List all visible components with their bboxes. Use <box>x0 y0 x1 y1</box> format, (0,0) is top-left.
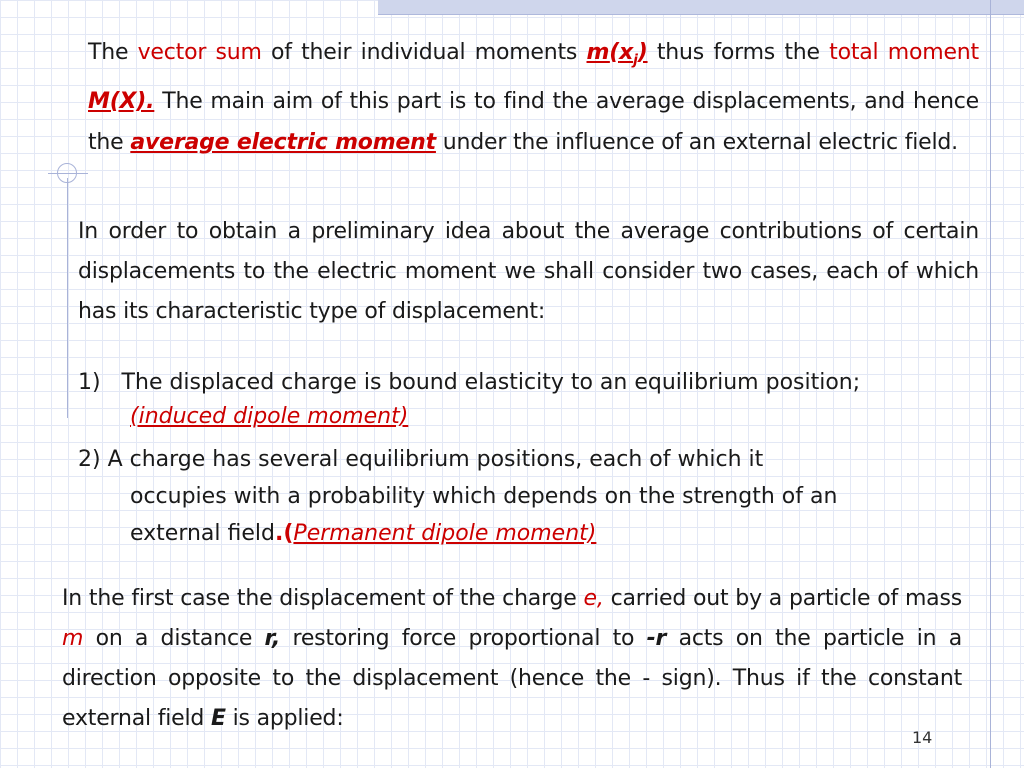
text: is applied: <box>225 706 344 731</box>
term-total-moment: total moment <box>829 40 979 65</box>
text: on a distance <box>83 626 265 651</box>
term-permanent-dipole-moment: Permanent dipole moment) <box>293 521 597 546</box>
page-number: 14 <box>912 728 933 747</box>
symbol-r: r, <box>264 626 281 651</box>
text: The main aim of this part is to find the average displacements, and hence the <box>88 89 979 156</box>
symbol-m: m <box>62 626 84 651</box>
paragraph-preliminary-idea: In order to obtain a preliminary idea about the average contributions of certain displacements to the electric moment we shall consider two cases, each of which has its characteristic type of displacement: <box>78 219 979 324</box>
term-induced-dipole-moment: (induced dipole moment) <box>130 404 409 429</box>
term-M-X: M(X). <box>88 89 155 115</box>
text: The <box>88 40 138 65</box>
top-decorative-band <box>378 0 1024 15</box>
list-item-2-text: occupies with a probability which depends on the strength of an <box>130 484 838 509</box>
text: acts on the particle in a direction opposite to the displacement (hence the - sign). Thus if the constant external field <box>62 626 962 731</box>
list-item-1-text: 1) The displaced charge is bound elasticity to an equilibrium position; <box>78 370 861 395</box>
term-m-xj: $m(x_j)$ <box>586 40 648 69</box>
symbol-E: E <box>210 706 226 731</box>
term-vector-sum: vector sum <box>137 40 262 65</box>
right-decorative-line <box>990 0 991 768</box>
list-item-1 <box>78 366 978 434</box>
symbol-minus-r: -r <box>646 626 667 651</box>
list-item-2 <box>78 441 978 552</box>
text: of their individual moments <box>261 40 587 65</box>
text: restoring force proportional to <box>280 626 647 651</box>
term-average-electric-moment: average electric moment <box>130 130 436 156</box>
text: In the first case the displacement of the charge <box>62 586 584 611</box>
list-item-2-line3: external field.(Permanent dipole moment) <box>130 521 597 546</box>
text: under the influence of an external electric field. <box>435 130 958 156</box>
text: carried out by a particle of mass <box>603 586 962 611</box>
symbol-e: e, <box>583 586 604 611</box>
list-item-2-text: 2) A charge has several equilibrium positions, each of which it <box>78 447 764 472</box>
paragraph-vector-sum <box>88 32 979 163</box>
text: thus forms the <box>647 40 830 65</box>
left-decorative-line <box>67 178 68 418</box>
paragraph-first-case <box>62 579 962 739</box>
left-crosshair-circle <box>57 163 77 183</box>
